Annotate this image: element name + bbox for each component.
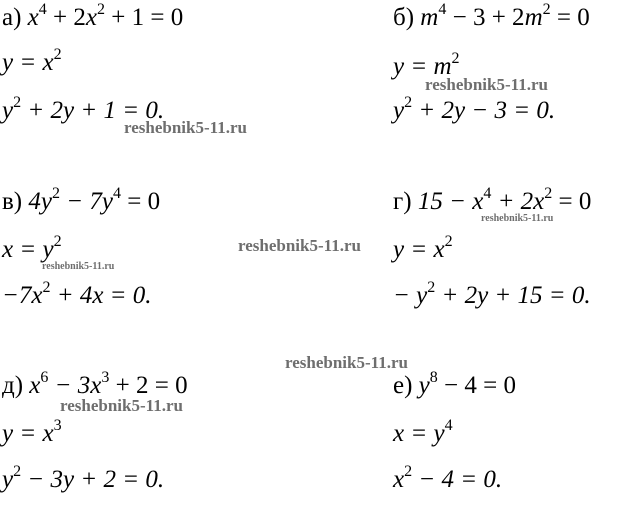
term: − 7y — [66, 188, 113, 215]
term: + 2x — [497, 188, 545, 215]
term: + 2 — [53, 4, 86, 31]
exponent: 8 — [429, 368, 438, 386]
term: + 2y − 3 = 0. — [418, 97, 556, 124]
term: − y — [393, 282, 428, 309]
term: − 3x — [54, 372, 102, 399]
problem-e-result — [393, 462, 503, 495]
term: − 4 = 0 — [444, 372, 516, 399]
problem-a-equation — [2, 0, 184, 33]
problem-b-result — [393, 93, 556, 126]
exponent: 2 — [451, 49, 460, 67]
watermark: reshebnik5-11.ru — [285, 353, 408, 372]
exponent: 2 — [53, 45, 62, 63]
problem-v-result — [2, 278, 152, 311]
exponent: 2 — [404, 93, 413, 111]
exponent: 4 — [112, 184, 121, 202]
term: y — [418, 372, 430, 399]
problem-b-equation — [393, 0, 590, 33]
problem-g-result — [393, 278, 591, 311]
term: − 4 = 0. — [418, 466, 503, 493]
exponent: 2 — [542, 0, 551, 18]
watermark: reshebnik5-11.ru — [425, 75, 548, 94]
exponent: 6 — [40, 368, 49, 386]
problem-b-label: б) — [393, 4, 415, 31]
exponent: 4 — [438, 0, 447, 18]
term: y — [2, 466, 14, 493]
problem-a-substitution — [2, 45, 62, 78]
exponent: 2 — [544, 184, 553, 202]
problem-d-result — [2, 462, 165, 495]
term: x — [85, 4, 97, 31]
exponent: 3 — [53, 416, 62, 434]
problem-v-label: в) — [2, 188, 23, 215]
term: y = x — [2, 420, 54, 447]
watermark: reshebnik5-11.ru — [42, 261, 115, 272]
exponent: 2 — [444, 232, 453, 250]
exponent: 2 — [427, 278, 436, 296]
problem-d-label: д) — [2, 372, 24, 399]
term: = 0 — [556, 4, 590, 31]
term: 15 − x — [417, 188, 484, 215]
problem-e-label: е) — [393, 372, 413, 399]
term: y — [2, 97, 14, 124]
exponent: 2 — [52, 184, 60, 202]
exponent: 2 — [404, 462, 413, 480]
watermark: reshebnik5-11.ru — [481, 213, 554, 224]
watermark: reshebnik5-11.ru — [124, 118, 247, 137]
exponent: 4 — [444, 416, 453, 434]
exponent: 3 — [101, 368, 110, 386]
exponent: 4 — [38, 0, 47, 18]
term: = 0 — [558, 188, 592, 215]
term: + 2y + 1 = 0. — [27, 97, 165, 124]
term: y = x — [2, 49, 54, 76]
term: y = m — [393, 53, 452, 80]
term: x — [29, 372, 41, 399]
term: m — [420, 4, 439, 31]
term: x — [27, 4, 39, 31]
term: −7x — [2, 282, 43, 309]
problem-e-equation — [393, 368, 516, 401]
term: − 3y + 2 = 0. — [27, 466, 165, 493]
problem-e-substitution — [393, 416, 453, 449]
term: + 4x = 0. — [56, 282, 152, 309]
watermark: reshebnik5-11.ru — [238, 236, 361, 255]
watermark: reshebnik5-11.ru — [60, 396, 183, 415]
term: x = y — [2, 236, 54, 263]
term: m — [524, 4, 543, 31]
term: x — [393, 466, 405, 493]
exponent: 2 — [53, 232, 62, 250]
term: + 1 = 0 — [111, 4, 184, 31]
term: y — [393, 97, 405, 124]
problem-g-label: г) — [393, 188, 412, 215]
problem-v-equation — [2, 184, 161, 217]
term: + 2y + 15 = 0. — [441, 282, 591, 309]
problem-a-label: а) — [2, 4, 22, 31]
term: − 3 + 2 — [452, 4, 525, 31]
term: + 2 = 0 — [115, 372, 188, 399]
problem-d-substitution — [2, 416, 62, 449]
term: y = x — [393, 236, 445, 263]
exponent: 2 — [13, 93, 22, 111]
term: = 0 — [127, 188, 161, 215]
problem-g-substitution — [393, 232, 453, 265]
term: 4y — [28, 188, 52, 215]
exponent: 2 — [97, 0, 105, 18]
exponent: 4 — [483, 184, 492, 202]
term: x = y — [393, 420, 445, 447]
exponent: 2 — [42, 278, 51, 296]
exponent: 2 — [13, 462, 22, 480]
